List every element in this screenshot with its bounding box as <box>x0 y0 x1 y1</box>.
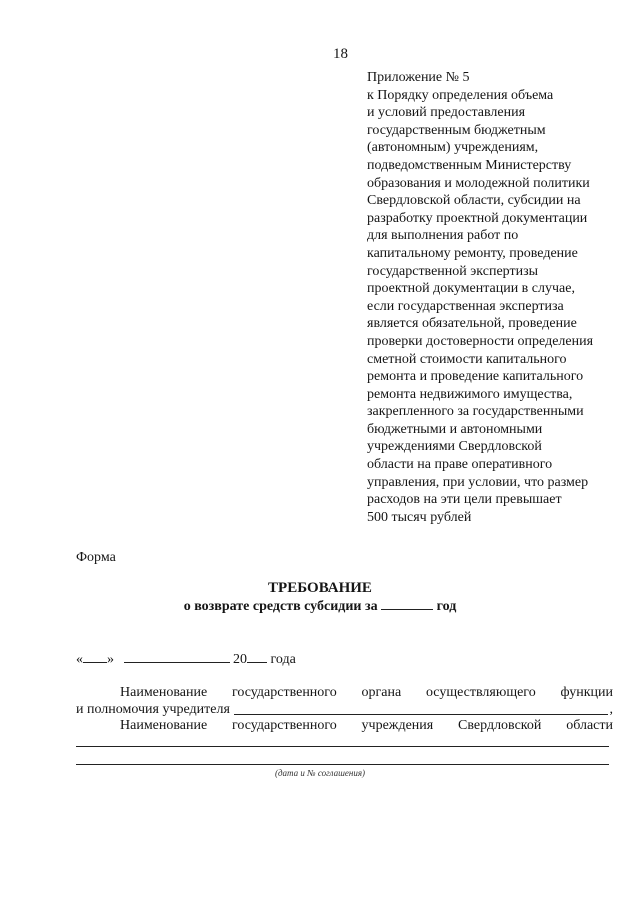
appendix-line: Свердловской области, субсидии на <box>367 193 581 209</box>
appendix-line: расходов на эти цели превышает <box>367 492 562 508</box>
appendix-header <box>367 69 635 526</box>
appendix-line: проектной документации в случае, <box>367 281 575 297</box>
appendix-line: (автономным) учреждениям, <box>367 140 539 156</box>
appendix-line: бюджетными и автономными <box>367 421 543 437</box>
document-subtitle <box>0 598 640 615</box>
appendix-line: ремонта и проведение капитального <box>367 369 584 385</box>
appendix-line: для выполнения работ по <box>367 228 519 244</box>
month-blank-field[interactable] <box>124 651 230 663</box>
appendix-line: и условий предоставления <box>367 105 526 121</box>
day-blank-field[interactable] <box>83 651 107 663</box>
document-title: ТРЕБОВАНИЕ <box>268 580 372 596</box>
appendix-line: сметной стоимости капитального <box>367 351 567 367</box>
appendix-line: подведомственным Министерству <box>367 157 572 173</box>
appendix-line: Приложение № 5 <box>367 70 470 85</box>
appendix-line: разработку проектной документации <box>367 210 588 226</box>
appendix-line: капитальному ремонту, проведение <box>367 245 578 261</box>
close-quote: » <box>107 652 114 667</box>
year-digits-blank-field[interactable] <box>247 651 267 663</box>
year-prefix: 20 <box>233 652 247 667</box>
appendix-line: образования и молодежной политики <box>367 175 590 191</box>
subtitle-suffix: год <box>436 599 457 614</box>
appendix-line: 500 тысяч рублей <box>367 509 472 525</box>
appendix-line: государственным бюджетным <box>367 122 546 138</box>
institution-blank-line[interactable] <box>76 746 609 747</box>
founder-label-line1: Наименование государственного органа осуществляющего функции <box>120 685 613 700</box>
founder-blank-field[interactable] <box>234 714 608 715</box>
appendix-line: государственной экспертизы <box>367 263 539 279</box>
institution-label: Наименование государственного учреждения Свердловской области <box>120 718 613 733</box>
founder-label-text: и полномочия учредителя <box>76 702 230 717</box>
appendix-line: является обязательной, проведение <box>367 316 577 332</box>
page-number: 18 <box>333 46 348 62</box>
appendix-line: если государственная экспертиза <box>367 298 564 314</box>
subtitle-prefix: о возврате средств субсидии за <box>183 599 378 614</box>
founder-label-line2 <box>76 702 613 718</box>
open-quote: « <box>76 652 83 667</box>
form-label: Форма <box>76 550 116 565</box>
date-line <box>76 651 296 668</box>
appendix-line: ремонта недвижимого имущества, <box>367 386 573 402</box>
appendix-line: проверки достоверности определения <box>367 333 594 349</box>
founder-end-comma: , <box>609 702 613 717</box>
appendix-line: учреждениями Свердловской <box>367 439 542 455</box>
agreement-blank-line[interactable] <box>76 764 609 765</box>
appendix-line: закрепленного за государственными <box>367 404 584 420</box>
appendix-line: к Порядку определения объема <box>367 87 554 103</box>
agreement-caption: (дата и № соглашения) <box>274 768 366 778</box>
appendix-line: управления, при условии, что размер <box>367 474 589 490</box>
year-suffix: года <box>270 652 296 667</box>
year-blank-field[interactable] <box>381 598 433 610</box>
appendix-line: области на праве оперативного <box>367 457 553 473</box>
